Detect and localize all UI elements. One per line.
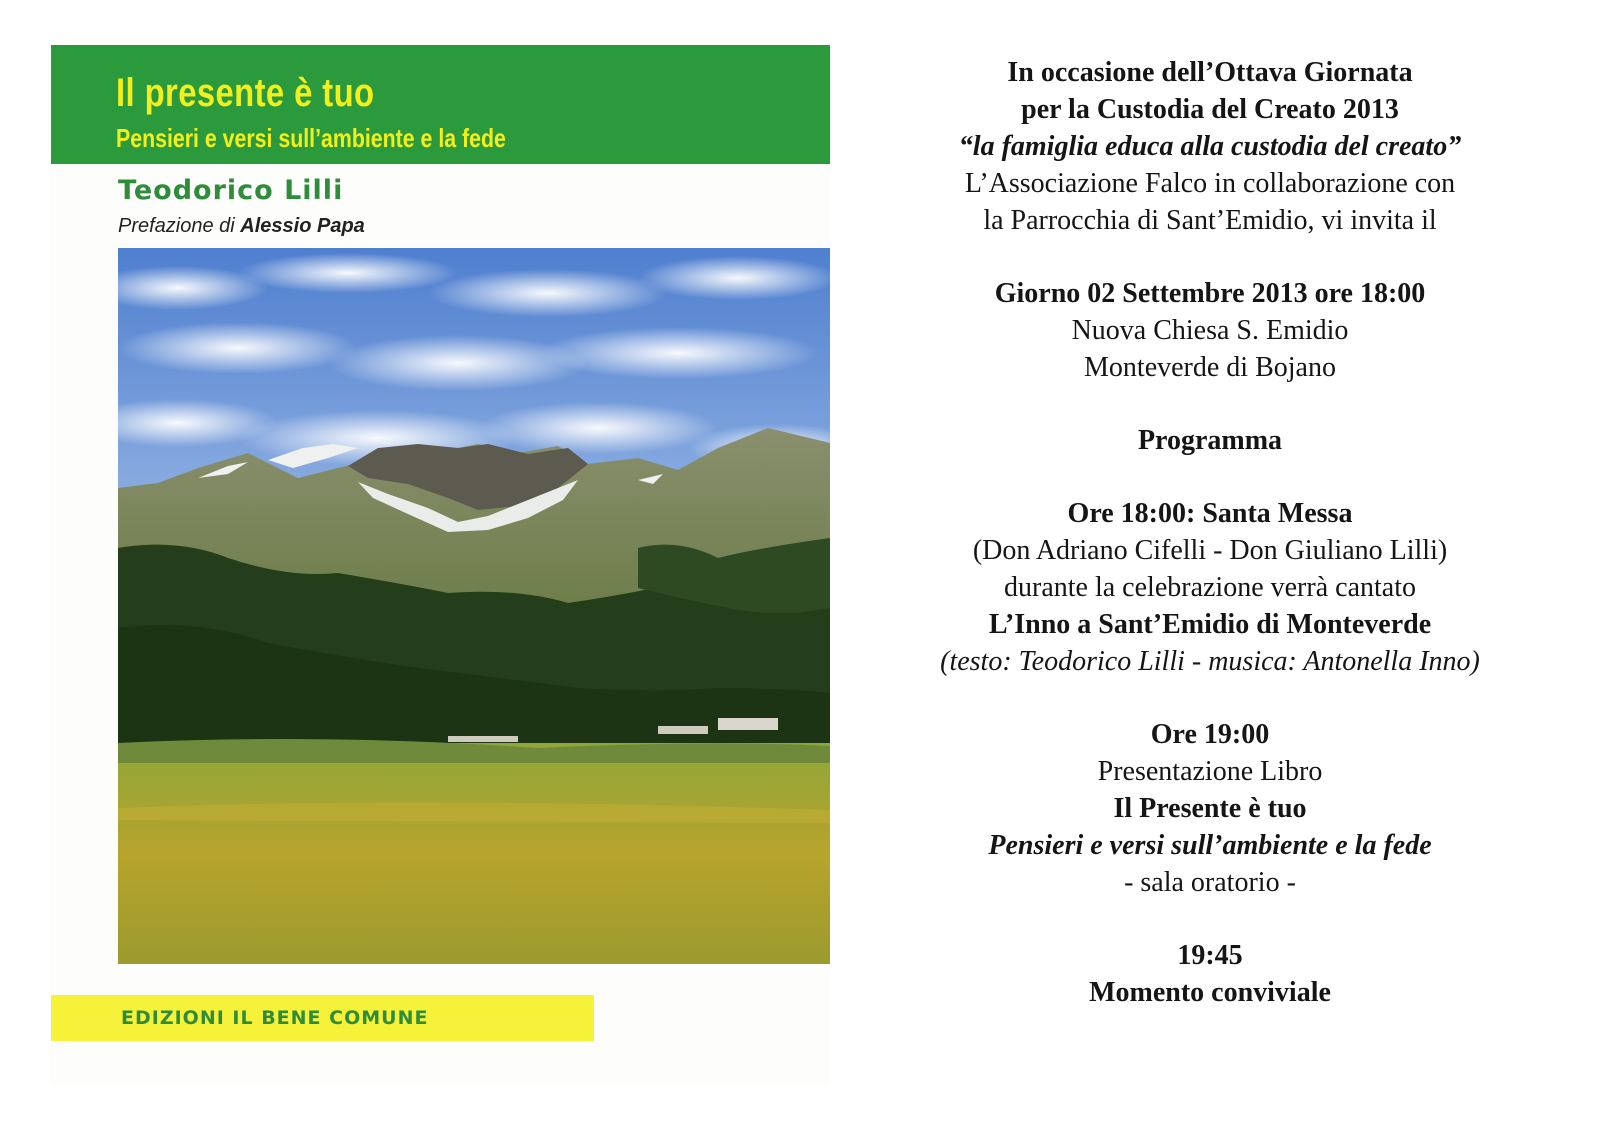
intro-line-2: per la Custodia del Creato 2013	[1021, 94, 1399, 125]
event-place-1: Nuova Chiesa S. Emidio	[1071, 315, 1349, 346]
spacer	[880, 239, 1540, 275]
spacer	[880, 901, 1540, 937]
hymn-credits: (testo: Teodorico Lilli - musica: Antonella Inno)	[940, 646, 1480, 677]
event-place-2: Monteverde di Bojano	[1084, 352, 1336, 383]
hymn-title: L’Inno a Sant’Emidio di Monteverde	[988, 609, 1432, 640]
mass-note: durante la celebrazione verrà cantato	[1004, 572, 1416, 603]
mass-celebrants: (Don Adriano Cifelli - Don Giuliano Lilli)	[972, 535, 1448, 566]
spacer	[880, 459, 1540, 495]
dinner-label: Momento conviviale	[1089, 977, 1331, 1008]
mass-time: Ore 18:00: Santa Messa	[1067, 498, 1353, 529]
book-presentation-title: Il Presente è tuo	[1113, 793, 1307, 824]
spacer	[880, 386, 1540, 422]
intro-line-5: la Parrocchia di Sant’Emidio, vi invita il	[983, 205, 1437, 236]
book-presentation-label: Presentazione Libro	[1097, 756, 1323, 787]
publisher-name: EDIZIONI IL BENE COMUNE	[121, 1007, 429, 1029]
program-title: Programma	[1137, 425, 1283, 456]
dinner-time: 19:45	[1177, 940, 1243, 971]
event-motto: “la famiglia educa alla custodia del creato”	[958, 131, 1462, 162]
spacer	[880, 680, 1540, 716]
book-title: Il presente è tuo	[116, 71, 375, 115]
intro-line-4: L’Associazione Falco in collaborazione con	[964, 168, 1456, 199]
book-presentation-time: Ore 19:00	[1150, 719, 1270, 750]
book-author: Teodorico Lilli	[118, 175, 344, 206]
book-preface	[118, 215, 365, 238]
book-presentation-room: - sala oratorio -	[1124, 867, 1296, 898]
invitation-text	[880, 54, 1540, 1011]
book-presentation-subtitle: Pensieri e versi sull’ambiente e la fede	[988, 830, 1432, 861]
book-cover	[51, 45, 830, 1085]
intro-line-1: In occasione dell’Ottava Giornata	[1007, 57, 1413, 88]
book-subtitle: Pensieri e versi sull’ambiente e la fede	[116, 123, 506, 153]
event-date: Giorno 02 Settembre 2013 ore 18:00	[994, 278, 1426, 309]
preface-name: Alessio Papa	[240, 215, 365, 237]
mountain-landscape-photo	[118, 248, 830, 964]
preface-prefix: Prefazione di	[118, 215, 241, 237]
